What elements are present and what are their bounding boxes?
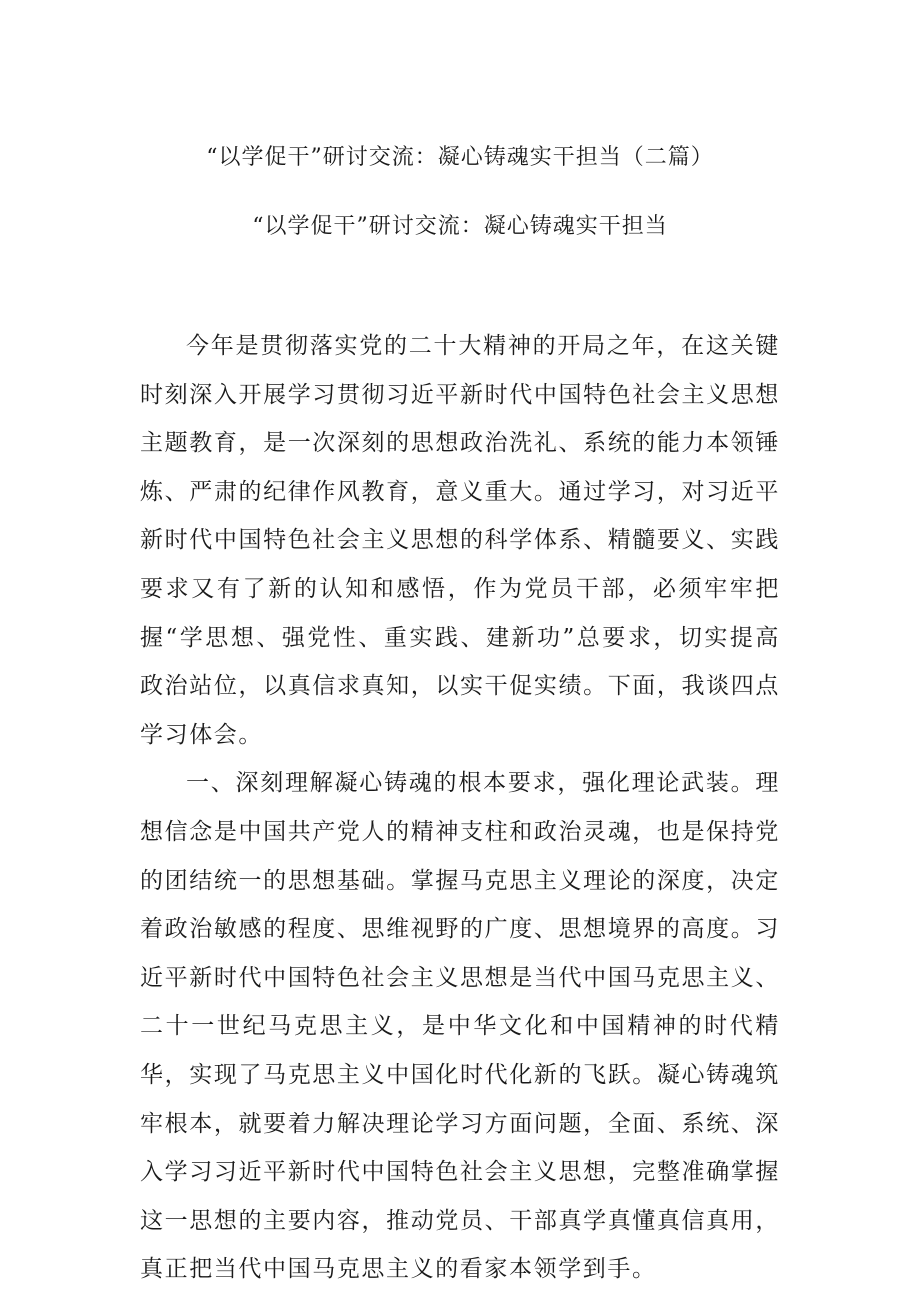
document-title: “以学促干”研讨交流：凝心铸魂实干担当（二篇） bbox=[206, 145, 714, 170]
paragraph-section-one: 一、深刻理解凝心铸魂的根本要求，强化理论武装。理想信念是中国共产党人的精神支柱和政治灵魂，也是保持党的团结统一的思想基础。掌握马克思主义理论的深度，决定着政治敏感的程度、思维视野的广度、思想境界的高度。习近平新时代中国特色社会主义思想是当代中国马克思主义、二十一世纪马克思主义，是中华文化和中国精神的时代精华，实现了马克思主义中国化时代化新的飞跃。凝心铸魂筑牢根本，就要着力解决理论学习方面问题，全面、系统、深入学习习近平新时代中国特色社会主义思想，完整准确掌握这一思想的主要内容，推动党员、干部真学真懂真信真用，真正把当代中国马克思主义的看家本领学到手。 bbox=[140, 770, 780, 1283]
document-subtitle: “以学促干”研讨交流：凝心铸魂实干担当 bbox=[252, 214, 668, 239]
document-body bbox=[140, 322, 780, 1294]
paragraph-intro: 今年是贯彻落实党的二十大精神的开局之年，在这关键时刻深入开展学习贯彻习近平新时代中国特色社会主义思想主题教育，是一次深刻的思想政治洗礼、系统的能力本领锤炼、严肃的纪律作风教育，意义重大。通过学习，对习近平新时代中国特色社会主义思想的科学体系、精髓要义、实践要求又有了新的认知和感悟，作为党员干部，必须牢牢把握“学思想、强党性、重实践、建新功”总要求，切实提高政治站位，以真信求真知，以实干促实绩。下面，我谈四点学习体会。 bbox=[140, 333, 780, 748]
